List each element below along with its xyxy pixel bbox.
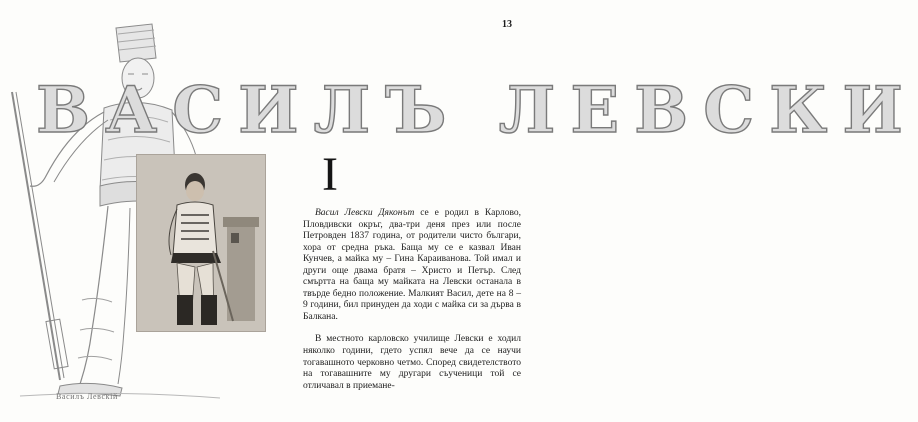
drop-cap: I [322,148,338,201]
lead-phrase: Васил Левски Дяконът [315,208,415,218]
paragraph-text: се е родил в Карлово, Пловдивски окръг, два-три деня през или после Петровден 1837 година, от родители чисто българи, хора от средна ръка. Баща му се е казвал Иван Кунчев, а майка му – Гина Караиванова. Той имал и други още двама братя – Христо и Петър. След смъртта на баща му майката на Левски останала в твърде бедно положение. Малкият Васил, дете на 8 – 9 години, бил принуден да ходи с майка си за дърва в Балкана. [303,208,521,322]
portrait-photo [136,154,266,332]
chapter-headline: ВАСИЛЪ ЛЕВСКИ [36,73,918,148]
paragraph [303,208,521,323]
body-text [303,208,521,403]
paragraph: В местното карловско училище Левски е ходил няколко години, гдето успял вече да се научи тогавашното черковно четмо. Според свидетелството на тогавашните му другари съученици той се отличавал в приемане- [303,334,521,391]
engraving-caption: Василъ Левскій [56,392,118,401]
portrait-figure [137,155,265,331]
page-number: 13 [502,19,512,30]
